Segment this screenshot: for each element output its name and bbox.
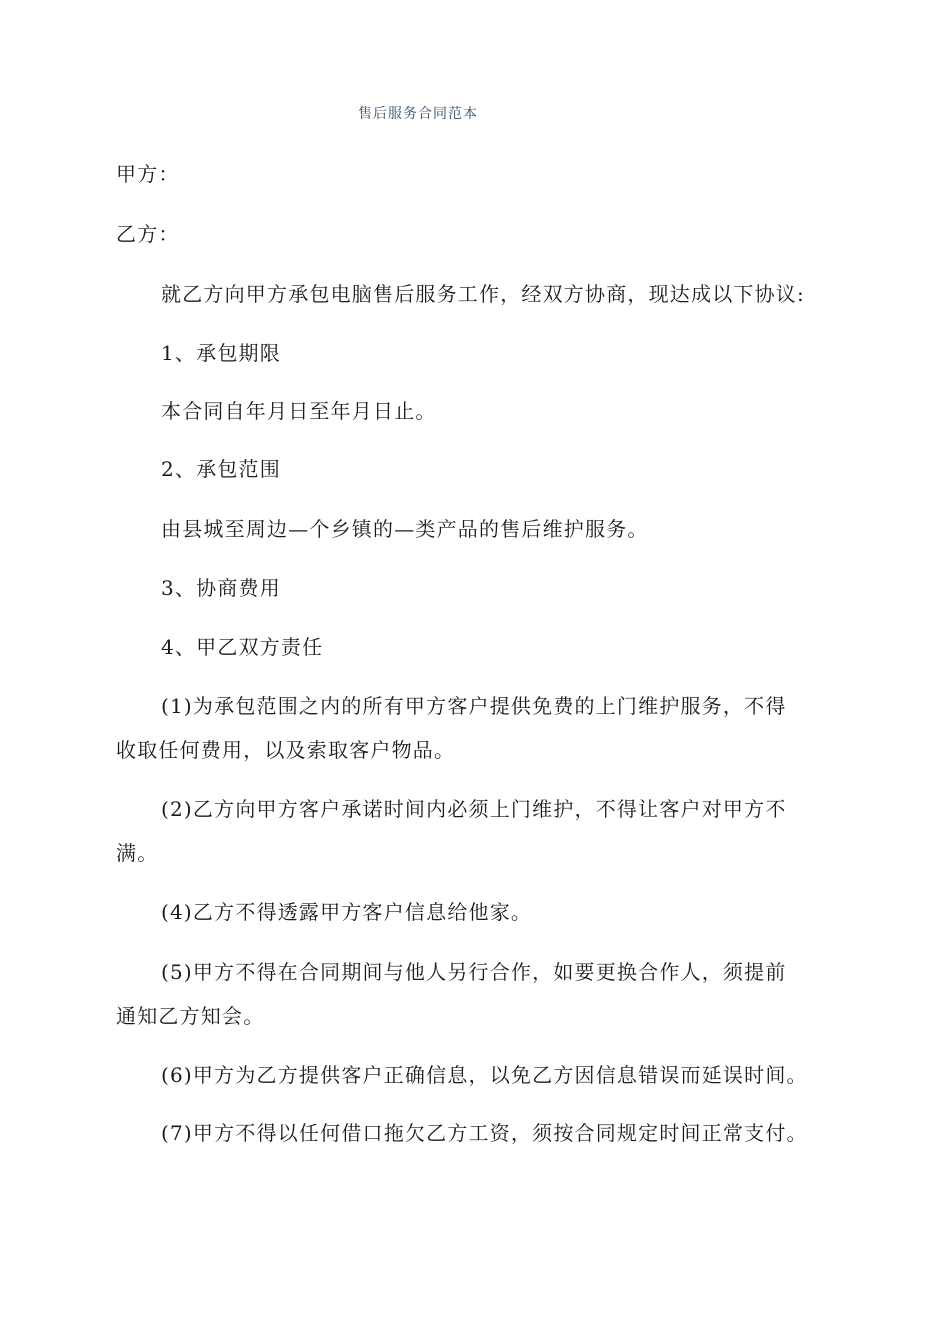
section-body: 由县城至周边—个乡镇的—类产品的售后维护服务。: [161, 517, 649, 541]
clause-line: (6)甲方为乙方提供客户正确信息，以免乙方因信息错误而延误时间。: [161, 1063, 808, 1087]
section-heading: 2、承包范围: [161, 457, 281, 481]
clause-line-continued: 满。: [116, 841, 159, 865]
document-title: 售后服务合同范本: [358, 106, 478, 122]
clause-line: (2)乙方向甲方客户承诺时间内必须上门维护，不得让客户对甲方不: [161, 797, 787, 821]
clause-line: (1)为承包范围之内的所有甲方客户提供免费的上门维护服务，不得: [161, 694, 787, 718]
clause-line: (5)甲方不得在合同期间与他人另行合作，如要更换合作人，须提前: [161, 960, 787, 984]
clause-line: (4)乙方不得透露甲方客户信息给他家。: [161, 900, 533, 924]
clause-line: (7)甲方不得以任何借口拖欠乙方工资，须按合同规定时间正常支付。: [161, 1121, 808, 1145]
party-a-label: 甲方：: [116, 162, 180, 186]
section-body: 本合同自年月日至年月日止。: [161, 399, 437, 423]
intro-paragraph: 就乙方向甲方承包电脑售后服务工作，经双方协商，现达成以下协议:: [161, 282, 805, 306]
clause-line-continued: 通知乙方知会。: [116, 1004, 265, 1028]
section-heading: 1、承包期限: [161, 341, 281, 365]
section-heading: 3、协商费用: [161, 576, 281, 600]
section-heading: 4、甲乙双方责任: [161, 635, 324, 659]
party-b-label: 乙方：: [116, 222, 180, 246]
clause-line-continued: 收取任何费用，以及索取客户物品。: [116, 738, 456, 762]
